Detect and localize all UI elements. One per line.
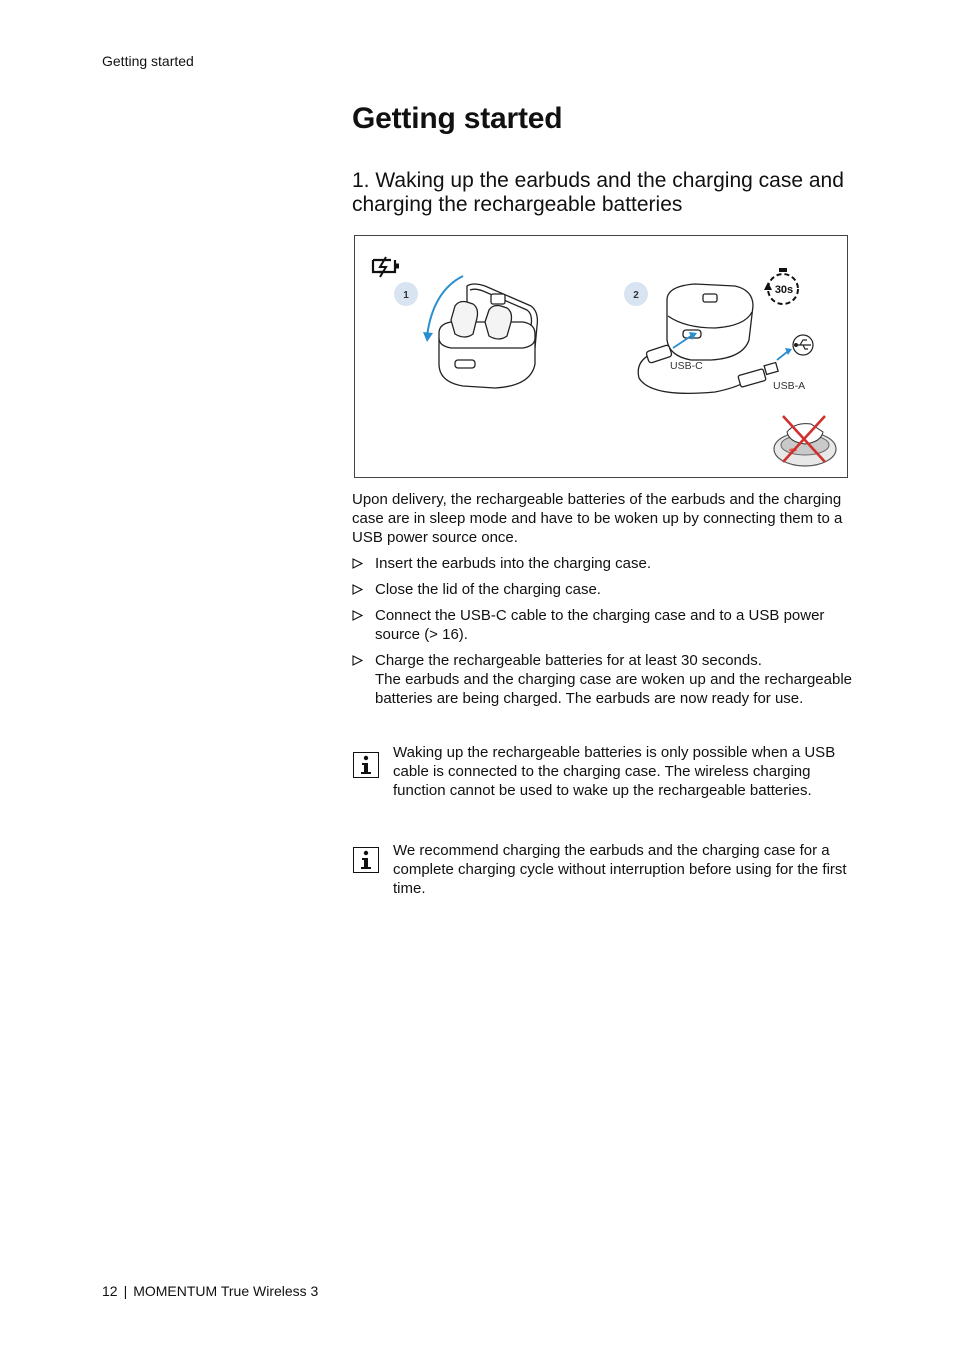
figure-illustration — [355, 236, 849, 479]
step-2-badge — [624, 282, 648, 306]
action-arrow-icon — [352, 584, 363, 595]
section-title: 1. Waking up the earbuds and the charging case and charging the rechargeable batteries — [352, 169, 844, 216]
step-item — [352, 554, 852, 573]
step-2-number: 2 — [633, 290, 639, 301]
note-text: Waking up the rechargeable batteries is only possible when a USB cable is connected to the charging case. The wireless charging function cannot be used to wake up the rechargeable batteries. — [393, 744, 836, 799]
info-icon — [353, 752, 379, 778]
info-note — [352, 841, 852, 898]
step-1-number: 1 — [403, 290, 409, 301]
step-1-badge — [394, 282, 418, 306]
usb-a-label: USB-A — [773, 380, 806, 392]
closed-case-illustration — [667, 284, 753, 360]
usb-c-label: USB-C — [670, 360, 703, 372]
note-text: We recommend charging the earbuds and the charging case for a complete charging cycle without interruption before using for the first time. — [393, 842, 847, 897]
intro-paragraph: Upon delivery, the rechargeable batteries of the earbuds and the charging case are in sleep mode and have to be woken up by connecting them to a USB power source once. — [352, 491, 843, 546]
battery-charging-icon — [373, 257, 399, 277]
page-title: Getting started — [352, 102, 563, 135]
footer-separator: | — [123, 1283, 128, 1299]
page-number: 12 — [102, 1283, 118, 1299]
action-arrow-icon — [352, 655, 363, 666]
usb-icon — [793, 335, 813, 355]
info-note — [352, 743, 852, 800]
plug-usb-a-arrow — [777, 352, 787, 360]
step-item — [352, 651, 852, 708]
step-text: Close the lid of the charging case. — [375, 581, 601, 598]
instruction-figure — [354, 235, 848, 478]
info-icon — [353, 847, 379, 873]
body-text — [352, 490, 852, 715]
timer-icon — [764, 268, 798, 304]
action-arrow-icon — [352, 558, 363, 569]
step-text: Connect the USB-C cable to the charging case and to a USB power source (> 16). — [375, 607, 825, 643]
open-case-illustration — [439, 284, 537, 388]
product-name: MOMENTUM True Wireless 3 — [133, 1283, 319, 1299]
step-text: Charge the rechargeable batteries for at least 30 seconds. — [375, 652, 762, 669]
running-header: Getting started — [102, 53, 194, 69]
step-result: The earbuds and the charging case are woken up and the rechargeable batteries are being charged. The earbuds are now ready for use. — [375, 671, 852, 707]
step-list — [352, 554, 852, 708]
page-footer — [102, 1283, 318, 1299]
action-arrow-icon — [352, 610, 363, 621]
step-item — [352, 580, 852, 599]
step-item — [352, 606, 852, 644]
step-text: Insert the earbuds into the charging case. — [375, 555, 652, 572]
timer-label: 30s — [774, 284, 794, 296]
no-wireless-charging-icon — [774, 416, 836, 466]
